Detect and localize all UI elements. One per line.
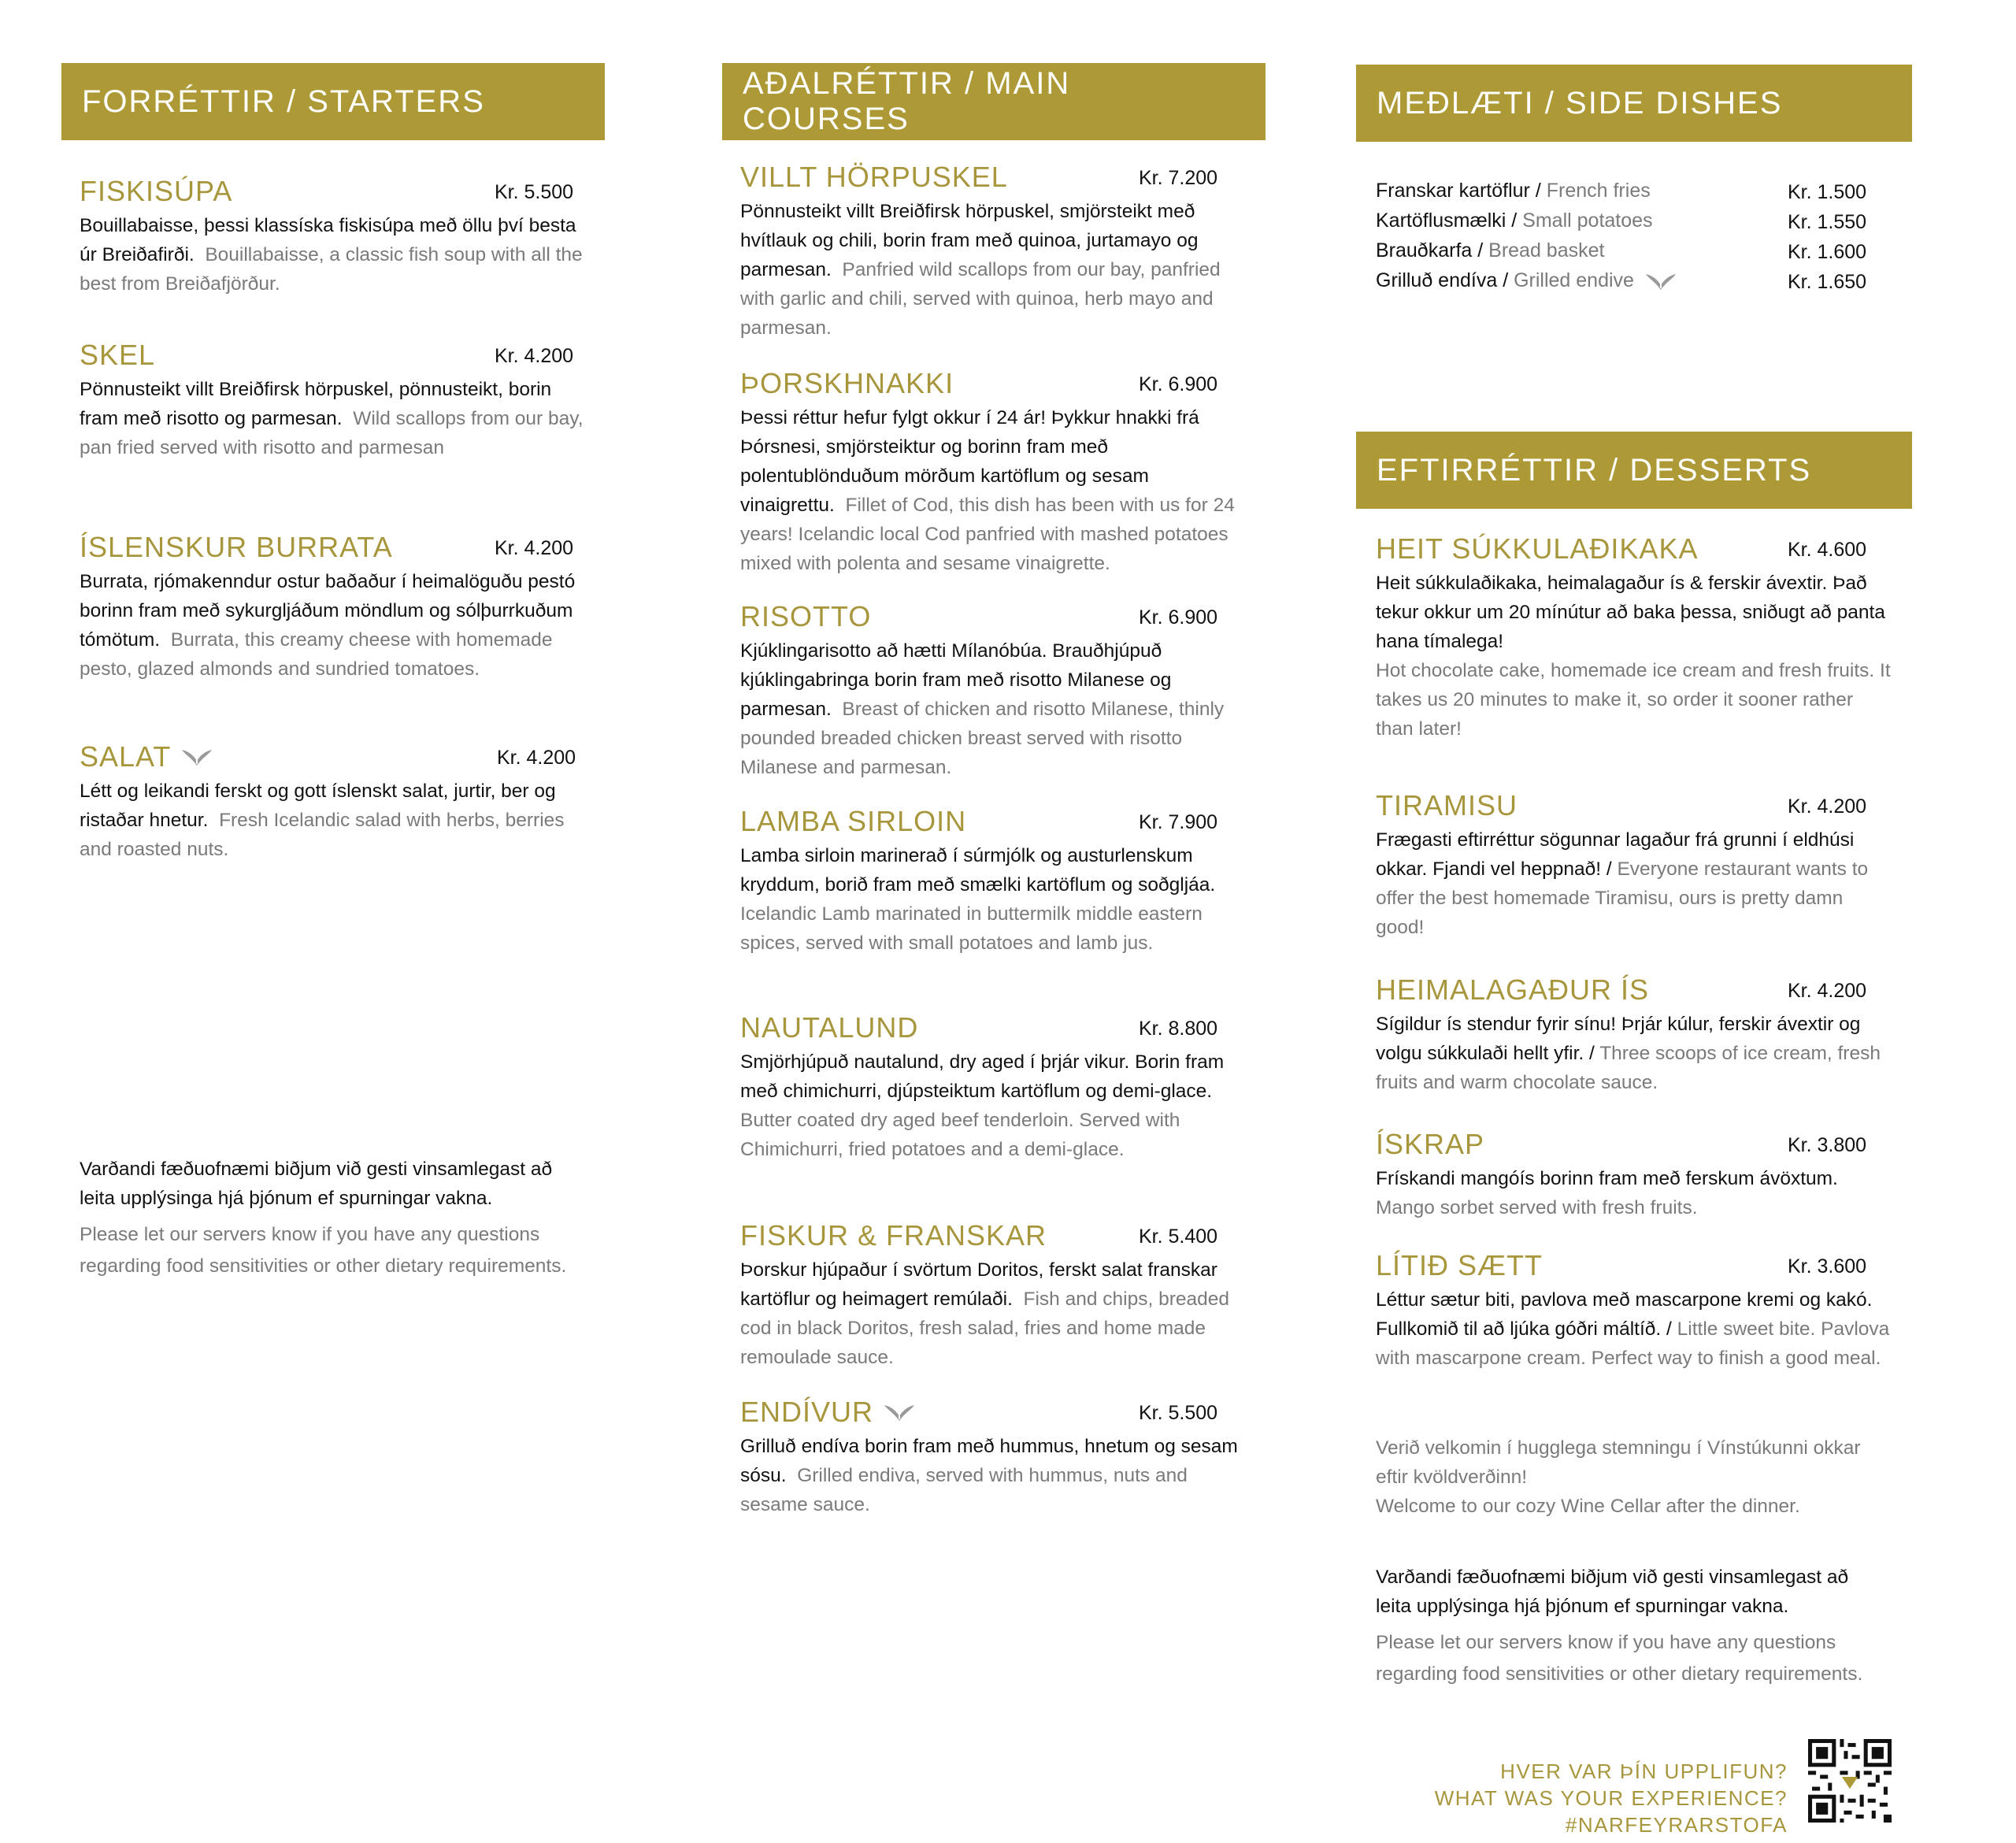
side-name-is: Kartöflusmælki [1376, 210, 1506, 232]
item-price: Kr. 4.200 [495, 537, 574, 559]
item-desc-en: Grilled endiva, served with hummus, nuts and sesame sauce. [740, 1465, 1188, 1515]
item-price: Kr. 4.200 [497, 747, 576, 769]
feedback-line-3: #NARFEYRARSTOFA [1565, 1813, 1788, 1837]
desserts-banner [1356, 432, 1912, 509]
item-name: SKEL [80, 339, 156, 371]
item-desc-en: Bouillabaisse, a classic fish soup with all the best from Breiðafjörður. [80, 244, 583, 295]
side-price: Kr. 1.650 [1788, 271, 1867, 293]
side-name-en: Grilled endive [1514, 269, 1634, 291]
side-row: Grilluð endíva / Grilled endive Kr. 1.650 [1376, 269, 1867, 293]
item-desc-is: Létt og leikandi ferskt og gott íslenskt salat, jurtir, ber og ristaðar hnetur. [80, 781, 556, 831]
side-price: Kr. 1.550 [1788, 211, 1867, 233]
allergy-note-en: Please let our servers know if you have any questions regarding food sensitivities or other dietary requirements. [80, 1224, 567, 1277]
item-desc-en: Breast of chicken and risotto Milanese, thinly pounded breaded chicken breast served with risotto Milanese and parmesan. [740, 699, 1225, 778]
sides-title: MEÐLÆTI / SIDE DISHES [1377, 85, 1783, 121]
side-name-en: Bread basket [1488, 239, 1605, 261]
allergy-note-is: Varðandi fæðuofnæmi biðjum við gesti vinsamlegast að leita upplýsinga hjá þjónum ef spurningar vakna. [1376, 1567, 1849, 1617]
menu-item-heit-sukkuladikaka [1376, 532, 1896, 744]
item-desc-en: Everyone restaurant wants to offer the best homemade Tiramisu, ours is pretty damn good! [1376, 858, 1869, 938]
item-desc-is: Pönnusteikt villt Breiðfirsk hörpuskel, pönnusteikt, borin fram með risotto og parmesan. [80, 379, 552, 429]
item-desc-en: Mango sorbet served with fresh fruits. [1376, 1197, 1698, 1218]
allergy-note [1376, 1563, 1888, 1690]
mains-title: AÐALRÉTTIR / MAIN COURSES [743, 66, 1071, 136]
item-desc-en: Butter coated dry aged beef tenderloin. Served with Chimichurri, fried potatoes and a demi-glace. [740, 1110, 1180, 1160]
menu-item-nautalund [740, 1011, 1252, 1164]
qr-code[interactable] [1808, 1739, 1892, 1823]
allergy-note-is: Varðandi fæðuofnæmi biðjum við gesti vinsamlegast að leita upplýsinga hjá þjónum ef spurningar vakna. [80, 1159, 553, 1209]
item-desc-en: Wild scallops from our bay, pan fried served with risotto and parmesan [80, 408, 584, 458]
item-desc-en: Little sweet bite. Pavlova with mascarpone cream. Perfect way to finish a good meal. [1376, 1318, 1890, 1369]
item-price: Kr. 4.600 [1788, 539, 1867, 561]
feedback-prompt [1339, 1758, 1788, 1838]
item-desc-en: Three scoops of ice cream, fresh fruits and warm chocolate sauce. [1376, 1043, 1881, 1093]
item-desc-is: Grilluð endíva borin fram með hummus, hnetum og sesam sósu. [740, 1436, 1238, 1486]
side-row: Kartöflusmælki / Small potatoes Kr. 1.550 [1376, 210, 1867, 233]
side-dishes-list [1376, 180, 1880, 299]
item-price: Kr. 4.200 [1788, 795, 1867, 818]
menu-item-burrata [80, 531, 584, 684]
item-desc-en: Fresh Icelandic salad with herbs, berries and roasted nuts. [80, 810, 565, 860]
item-price: Kr. 6.900 [1139, 606, 1218, 629]
feedback-line-2: WHAT WAS YOUR EXPERIENCE? [1434, 1786, 1788, 1810]
item-name: HEIMALAGAÐUR ÍS [1376, 973, 1650, 1006]
menu-item-litid-saett [1376, 1249, 1896, 1373]
item-name: ÞORSKHNAKKI [740, 367, 954, 399]
item-price: Kr. 7.200 [1139, 167, 1218, 189]
item-price: Kr. 5.400 [1139, 1226, 1218, 1248]
item-name: HEIT SÚKKULAÐIKAKA [1376, 532, 1699, 565]
item-desc-is: Þorskur hjúpaður í svörtum Doritos, ferskt salat franskar kartöflur og heimagert remúlaði. [740, 1259, 1217, 1310]
menu-item-fiskisupa [80, 175, 584, 299]
item-price: Kr. 3.600 [1788, 1255, 1867, 1277]
menu-item-iskrap [1376, 1128, 1896, 1222]
item-desc-en: Panfried wild scallops from our bay, panfried with garlic and chili, served with quinoa, herb mayo and parmesan. [740, 259, 1221, 339]
menu-item-lamba-sirloin [740, 805, 1252, 958]
item-price: Kr. 5.500 [1139, 1402, 1218, 1424]
item-name: VILLT HÖRPUSKEL [740, 161, 1008, 193]
menu-item-villt-horpuskel [740, 161, 1252, 343]
item-name: FISKISÚPA [80, 175, 233, 207]
item-desc-en: Icelandic Lamb marinated in buttermilk middle eastern spices, served with small potatoes and lamb jus. [740, 903, 1203, 954]
item-name: FISKUR & FRANSKAR [740, 1219, 1047, 1252]
side-row: Brauðkarfa / Bread basket Kr. 1.600 [1376, 239, 1867, 263]
item-price: Kr. 3.800 [1788, 1134, 1867, 1156]
allergy-note [80, 1155, 584, 1282]
item-desc-is: Frískandi mangóís borinn fram með ferskum ávöxtum. [1376, 1168, 1838, 1189]
item-price: Kr. 8.800 [1139, 1018, 1218, 1040]
wine-cellar-note [1376, 1433, 1880, 1521]
wine-cellar-note-en: Welcome to our cozy Wine Cellar after the dinner. [1376, 1496, 1800, 1517]
item-price: Kr. 4.200 [1788, 980, 1867, 1002]
item-name: ÍSLENSKUR BURRATA [80, 531, 393, 563]
menu-item-risotto [740, 600, 1252, 782]
item-name: TIRAMISU [1376, 789, 1518, 821]
side-name-is: Brauðkarfa [1376, 239, 1473, 261]
item-name: RISOTTO [740, 600, 872, 632]
item-desc-en: Burrata, this creamy cheese with homemade pesto, glazed almonds and sundried tomatoes. [80, 629, 553, 680]
vegan-leaf-icon [1644, 271, 1677, 291]
item-desc-en: Hot chocolate cake, homemade ice cream and fresh fruits. It takes us 20 minutes to make it, so order it sooner rather than later! [1376, 660, 1891, 740]
item-desc-is: Lamba sirloin marinerað í súrmjólk og austurlenskum kryddum, borið fram með smælki kartöflum og soðgljáa. [740, 845, 1216, 896]
feedback-line-1: HVER VAR ÞÍN UPPLIFUN? [1500, 1760, 1788, 1783]
side-row: Franskar kartöflur / French fries Kr. 1.500 [1376, 180, 1867, 203]
vegan-leaf-icon [883, 1402, 916, 1422]
sides-banner [1356, 65, 1912, 142]
menu-item-thorskhnakki [740, 367, 1252, 578]
item-name: NAUTALUND [740, 1011, 919, 1044]
item-desc-is: Heit súkkulaðikaka, heimalagaður ís & ferskir ávextir. Það tekur okkur um 20 mínútur að baka þessa, sniðugt að panta hana tímalega! [1376, 573, 1885, 652]
menu-item-tiramisu [1376, 789, 1896, 942]
menu-item-salat [80, 740, 584, 864]
menu-item-skel [80, 339, 584, 462]
wine-cellar-note-is: Verið velkomin í hugglega stemningu í Vínstúkunni okkar eftir kvöldverðinn! [1376, 1437, 1861, 1488]
item-name: ÍSKRAP [1376, 1128, 1485, 1160]
starters-banner [61, 63, 605, 140]
item-price: Kr. 7.900 [1139, 811, 1218, 833]
side-name-en: Small potatoes [1522, 210, 1653, 232]
desserts-title: EFTIRRÉTTIR / DESSERTS [1377, 452, 1812, 488]
item-desc-is: Smjörhjúpuð nautalund, dry aged í þrjár vikur. Borin fram með chimichurri, djúpsteiktum kartöflum og demi-glace. [740, 1051, 1225, 1102]
item-desc-is: Sígildur ís stendur fyrir sínu! Þrjár kúlur, ferskir ávextir og volgu súkkulaði hellt yfir. / [1376, 1014, 1861, 1064]
item-name: LAMBA SIRLOIN [740, 805, 967, 837]
item-name: ENDÍVUR [740, 1396, 874, 1428]
side-price: Kr. 1.500 [1788, 181, 1867, 203]
item-desc-is: Þessi réttur hefur fylgt okkur í 24 ár! Þykkur hnakki frá Þórsnesi, smjörsteiktur og borinn fram með polentublönduðum mörðum kartöflum og sesam vinaigrettu. [740, 407, 1199, 516]
side-price: Kr. 1.600 [1788, 241, 1867, 263]
item-desc-en: Fish and chips, breaded cod in black Doritos, fresh salad, fries and home made remoulade sauce. [740, 1289, 1230, 1368]
side-name-is: Grilluð endíva [1376, 269, 1498, 291]
item-desc-is: Kjúklingarisotto að hætti Mílanóbúa. Brauðhjúpuð kjúklingabringa borin fram með risotto Milanese og parmesan. [740, 640, 1172, 720]
item-price: Kr. 4.200 [495, 345, 574, 367]
item-desc-is: Léttur sætur biti, pavlova með mascarpone kremi og kakó. Fullkomið til að ljúka góðri máltíð. / [1376, 1289, 1873, 1340]
menu-item-fiskur-franskar [740, 1219, 1252, 1372]
item-desc-is: Frægasti eftirréttur sögunnar lagaður frá grunni í eldhúsi okkar. Fjandi vel heppnað! / [1376, 829, 1855, 880]
vegan-leaf-icon [180, 747, 213, 767]
item-name: LÍTIÐ SÆTT [1376, 1249, 1544, 1281]
mains-banner [722, 63, 1266, 140]
starters-title: FORRÉTTIR / STARTERS [82, 83, 485, 119]
side-name-is: Franskar kartöflur [1376, 180, 1530, 202]
item-price: Kr. 6.900 [1139, 373, 1218, 395]
menu-item-endivur [740, 1396, 1252, 1519]
menu-item-heimalagadur-is [1376, 973, 1896, 1097]
item-desc-is: Bouillabaisse, þessi klassíska fiskisúpa með öllu því besta úr Breiðafirði. [80, 215, 576, 265]
item-desc-is: Burrata, rjómakenndur ostur baðaður í heimalöguðu pestó borinn fram með sykurgljáðum möndlum og sólþurrkuðum tómötum. [80, 571, 576, 651]
item-desc-is: Pönnusteikt villt Breiðfirsk hörpuskel, smjörsteikt með hvítlauk og chili, borin fram með quinoa, jurtamayo og parmesan. [740, 201, 1199, 280]
side-name-en: French fries [1546, 180, 1651, 202]
allergy-note-en: Please let our servers know if you have any questions regarding food sensitivities or other dietary requirements. [1376, 1632, 1863, 1685]
item-desc-en: Fillet of Cod, this dish has been with us for 24 years! Icelandic local Cod panfried with mashed potatoes mixed with polenta and sesame vinaigrette. [740, 495, 1235, 574]
item-price: Kr. 5.500 [495, 181, 574, 203]
item-name: SALAT [80, 740, 172, 773]
